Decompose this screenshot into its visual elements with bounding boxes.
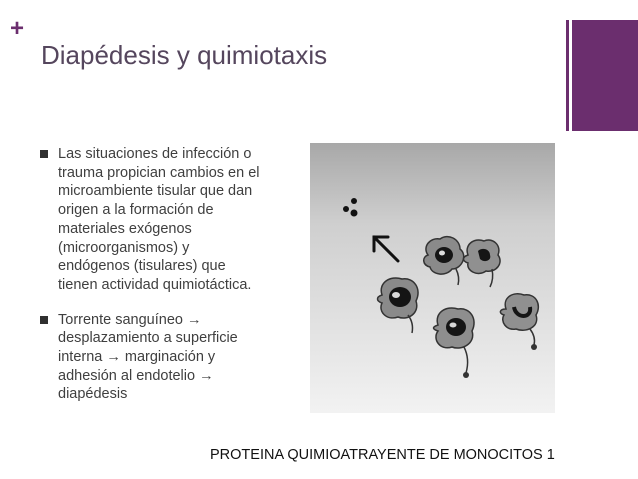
bullet-item-bloodstream bbox=[40, 311, 285, 405]
square-bullet-icon bbox=[40, 150, 48, 158]
bullet-line: interna → marginación y bbox=[58, 349, 216, 366]
accent-bar-thin bbox=[566, 20, 569, 131]
slide-title: Diapédesis y quimiotaxis bbox=[41, 40, 328, 70]
bullet-line: Las situaciones de infección o bbox=[58, 146, 252, 162]
square-bullet-icon bbox=[40, 316, 48, 324]
bullet-line: adhesión al endotelio → bbox=[58, 367, 214, 384]
bullet-list bbox=[40, 145, 285, 404]
bullet-line: microambiente tisular que dan bbox=[58, 183, 253, 200]
bullet-line: diapédesis bbox=[58, 386, 128, 403]
image-caption: PROTEINA QUIMIOATRAYENTE DE MONOCITOS 1 bbox=[210, 447, 555, 463]
monocyte-cell bbox=[500, 294, 538, 350]
bullet-line: trauma propician cambios en el bbox=[58, 164, 260, 181]
bullet-line: materiales exógenos bbox=[58, 220, 192, 237]
bullet-item-infection bbox=[40, 145, 285, 295]
monocyte-cell bbox=[434, 308, 475, 378]
accent-bar-thick bbox=[572, 20, 638, 131]
plus-mark: + bbox=[10, 15, 25, 42]
bullet-line: origen a la formación de bbox=[58, 202, 214, 219]
bullet-line: (microorganismos) y bbox=[58, 239, 190, 256]
monocyte-cell bbox=[424, 237, 464, 285]
bullet-line: Torrente sanguíneo → bbox=[58, 311, 202, 328]
bullet-line: endógenos (tisulares) que bbox=[58, 258, 226, 275]
monocyte-image bbox=[310, 143, 555, 413]
monocyte-cell bbox=[464, 240, 501, 287]
bullet-line: desplazamiento a superficie bbox=[58, 330, 238, 347]
bullet-line: tienen actividad quimiotáctica. bbox=[58, 276, 252, 293]
chemoattractant-particles bbox=[343, 198, 358, 217]
monocyte-chemotaxis-illustration bbox=[310, 143, 555, 413]
arrow-up-left-icon bbox=[374, 237, 398, 261]
monocyte-cell bbox=[378, 278, 419, 333]
